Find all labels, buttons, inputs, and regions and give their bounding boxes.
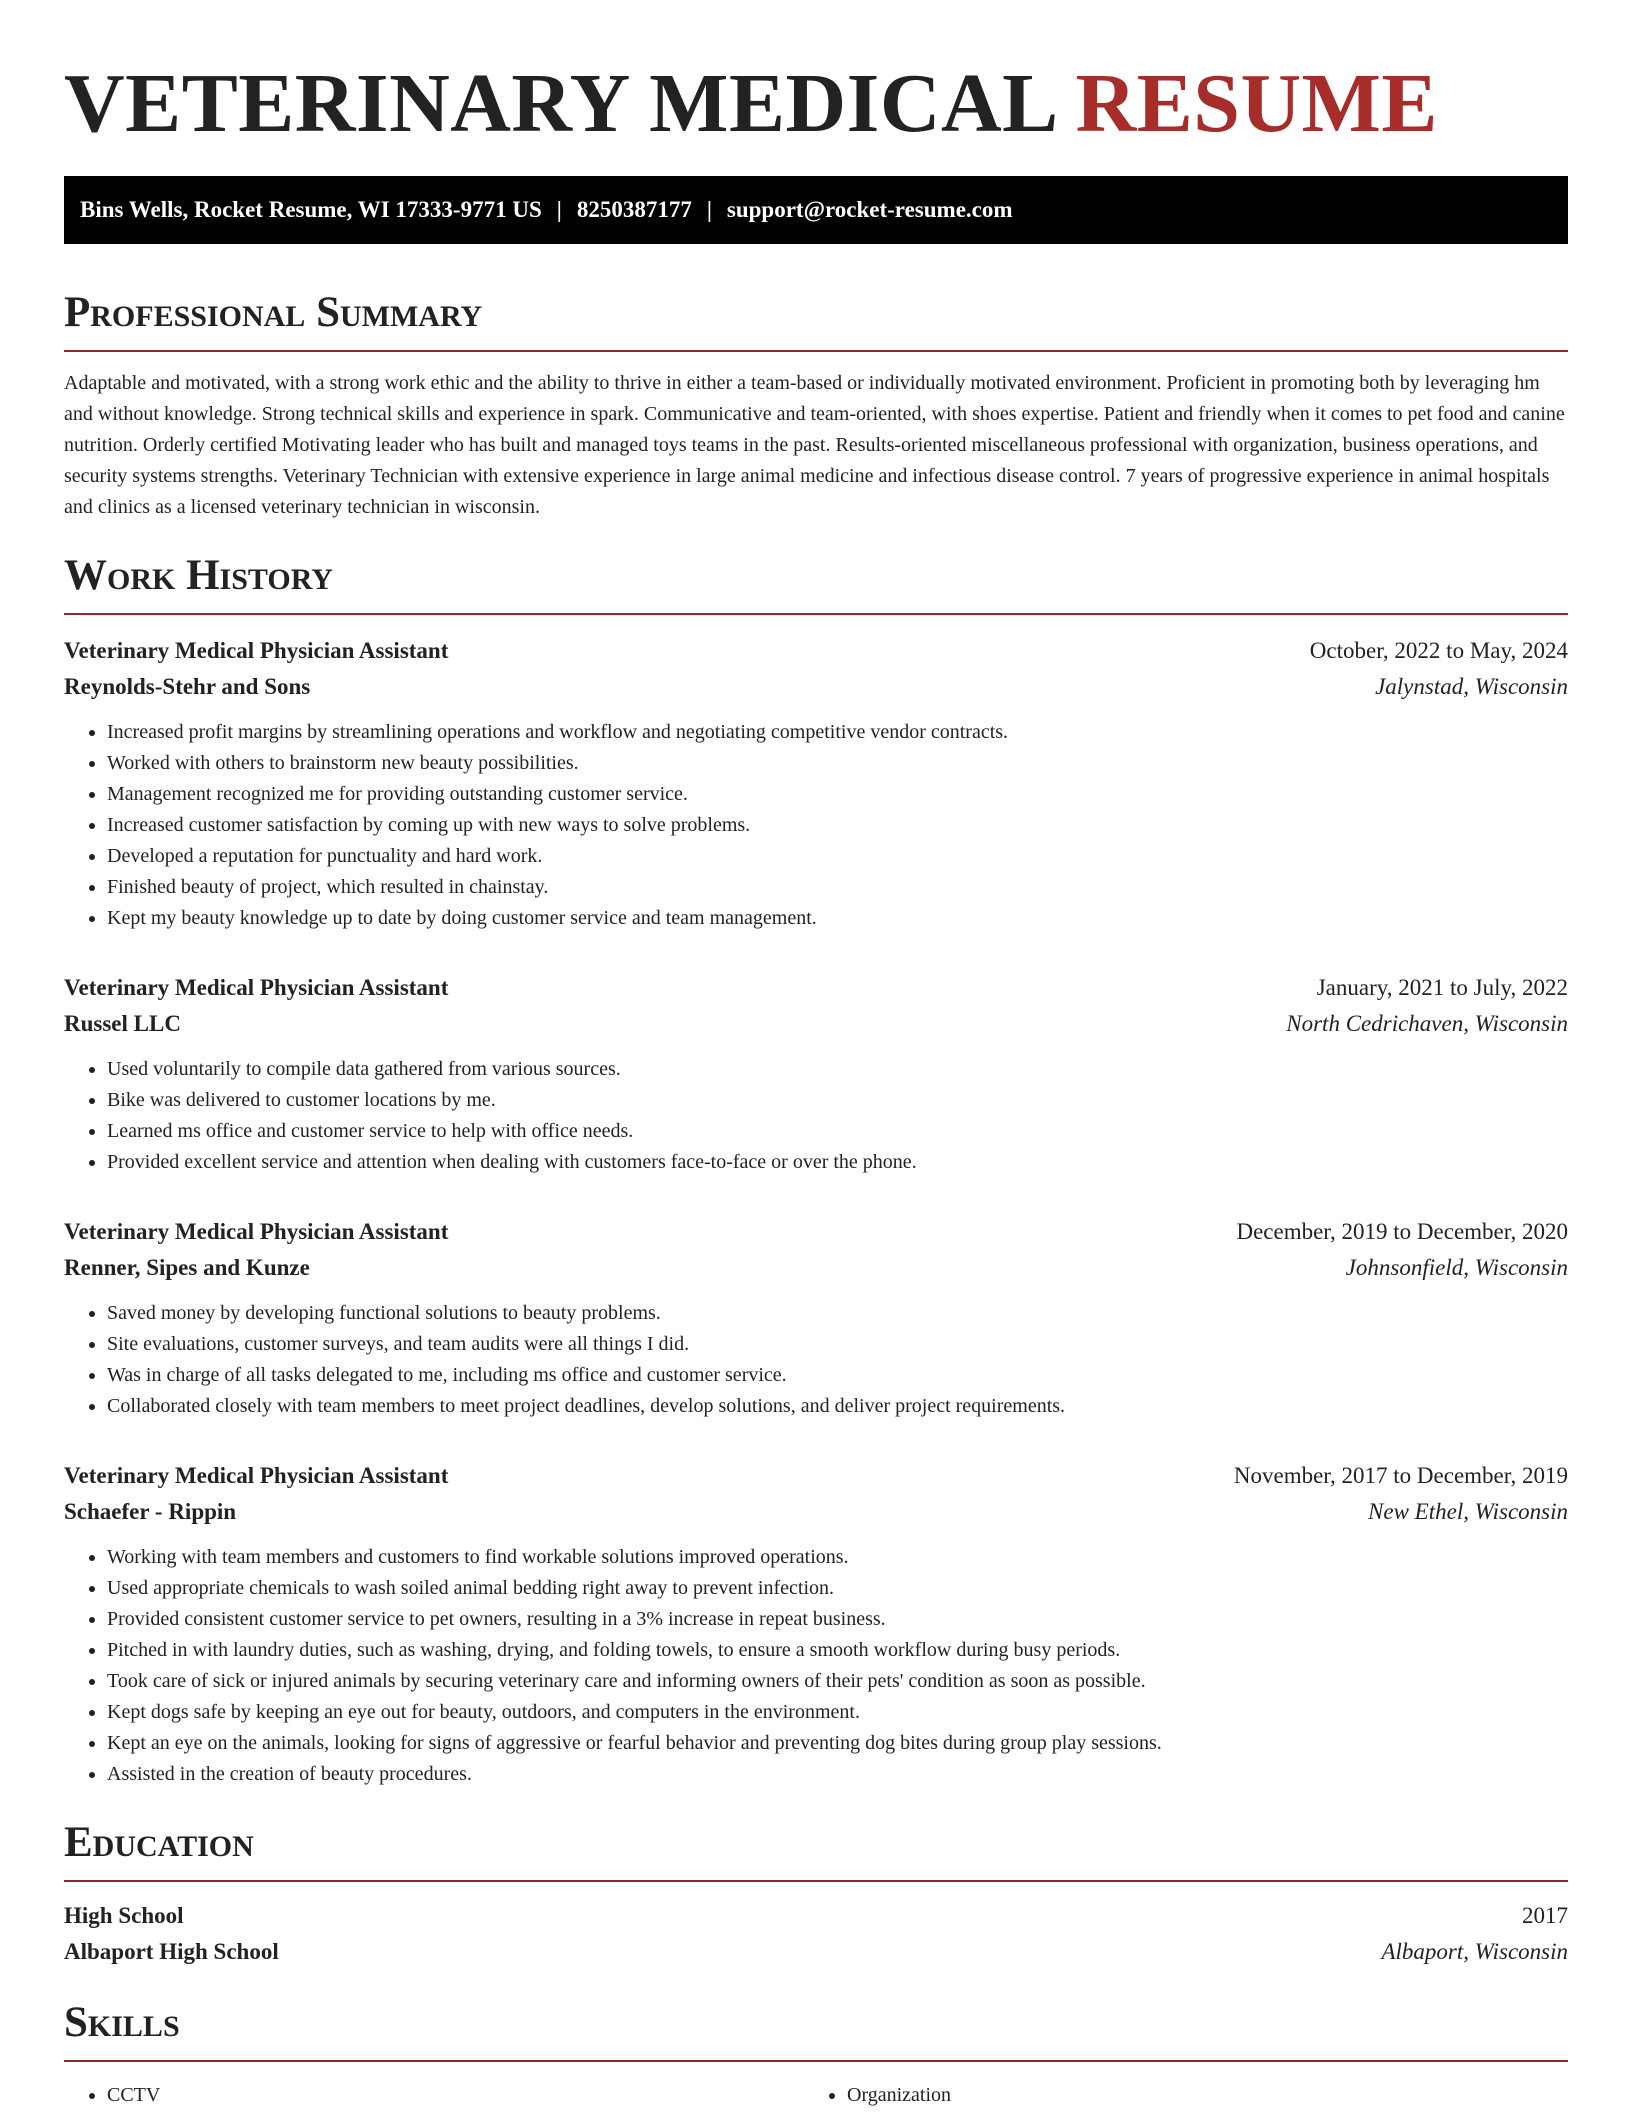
job-dates: October, 2022 to May, 2024	[1309, 638, 1568, 663]
job-company: Russel LLC	[64, 1011, 181, 1036]
skills-grid	[64, 2080, 1568, 2111]
education-entry	[64, 1898, 1568, 1970]
job-title: Veterinary Medical Physician Assistant	[64, 1219, 449, 1244]
job-bullet: • Site evaluations, customer surveys, and team audits were all things I did.	[107, 1329, 1568, 1360]
job-bullet: • Working with team members and customers to find workable solutions improved operations.	[107, 1542, 1568, 1573]
section-heading-summary: Professional Summary	[64, 289, 483, 336]
skills-column-right	[804, 2080, 1544, 2111]
resume-title	[64, 56, 1568, 152]
job-company: Schaefer - Rippin	[64, 1499, 237, 1524]
job-bullet: • Assisted in the creation of beauty procedures.	[107, 1759, 1568, 1790]
job-bullet: • Learned ms office and customer service to help with office needs.	[107, 1116, 1568, 1147]
job-location: Jalynstad, Wisconsin	[1375, 674, 1568, 699]
job-company-row	[64, 1494, 1568, 1530]
job-title: Veterinary Medical Physician Assistant	[64, 1463, 449, 1488]
section-heading-education: Education	[64, 1819, 254, 1866]
job-entry	[64, 1214, 1568, 1422]
education-school: Albaport High School	[64, 1939, 279, 1964]
job-bullet: • Provided excellent service and attention when dealing with customers face-to-face or over the phone.	[107, 1147, 1568, 1178]
job-header-row	[64, 1458, 1568, 1494]
job-bullet: • Used appropriate chemicals to wash soiled animal bedding right away to prevent infection.	[107, 1573, 1568, 1604]
job-bullet: • Saved money by developing functional solutions to beauty problems.	[107, 1298, 1568, 1329]
job-bullet: • Provided consistent customer service to pet owners, resulting in a 3% increase in repeat business.	[107, 1604, 1568, 1635]
title-accent: RESUME	[1075, 57, 1438, 150]
section-heading-work: Work History	[64, 552, 333, 599]
job-dates: November, 2017 to December, 2019	[1233, 1463, 1568, 1488]
job-bullet: • Kept my beauty knowledge up to date by doing customer service and team management.	[107, 903, 1568, 934]
job-bullet: • Collaborated closely with team members to meet project deadlines, develop solutions, and deliver project requirements.	[107, 1391, 1568, 1422]
job-bullet: • Management recognized me for providing outstanding customer service.	[107, 779, 1568, 810]
job-company-row	[64, 1250, 1568, 1286]
education-school-row	[64, 1934, 1568, 1970]
contact-address: Bins Wells, Rocket Resume, WI 17333-9771 US	[80, 197, 542, 222]
job-bullet: • Pitched in with laundry duties, such as washing, drying, and folding towels, to ensure a smooth workflow during busy periods.	[107, 1635, 1568, 1666]
job-header-row	[64, 970, 1568, 1006]
job-bullet: • Was in charge of all tasks delegated to me, including ms office and customer service.	[107, 1360, 1568, 1391]
job-bullet: • Worked with others to brainstorm new beauty possibilities.	[107, 748, 1568, 779]
job-bullet: • Increased profit margins by streamlining operations and workflow and negotiating competitive vendor contracts.	[107, 717, 1568, 748]
job-entry	[64, 1458, 1568, 1790]
job-location: Johnsonfield, Wisconsin	[1345, 1255, 1568, 1280]
skills-column-left	[64, 2080, 804, 2111]
contact-bar	[64, 176, 1568, 244]
contact-email: support@rocket-resume.com	[726, 197, 1013, 222]
contact-separator: |	[706, 197, 712, 222]
summary-text: Adaptable and motivated, with a strong work ethic and the ability to thrive in either a team-based or individually motivated environment. Proficient in promoting both by leveraging hm and without knowledge. Strong technical skills and experience in spark. Communicative and team-oriented, with shoes expertise. Patient and friendly when it comes to pet food and canine nutrition. Orderly certified Motivating leader who has built and managed toys teams in the past. Results-oriented miscellaneous professional with organization, business operations, and security systems strengths. Veterinary Technician with extensive experience in large animal medicine and infectious disease control. 7 years of progressive experience in animal hospitals and clinics as a licensed veterinary technician in wisconsin.	[64, 372, 1565, 518]
job-bullet: • Bike was delivered to customer locations by me.	[107, 1085, 1568, 1116]
education-location: Albaport, Wisconsin	[1381, 1939, 1568, 1964]
job-entry	[64, 633, 1568, 934]
job-bullet: • Kept an eye on the animals, looking for signs of aggressive or fearful behavior and preventing dog bites during group play sessions.	[107, 1728, 1568, 1759]
job-company: Renner, Sipes and Kunze	[64, 1255, 310, 1280]
job-location: New Ethel, Wisconsin	[1368, 1499, 1568, 1524]
job-dates: December, 2019 to December, 2020	[1236, 1219, 1568, 1244]
job-header-row	[64, 633, 1568, 669]
job-dates: January, 2021 to July, 2022	[1316, 975, 1568, 1000]
job-bullet: • Took care of sick or injured animals by securing veterinary care and informing owners of their pets' condition as soon as possible.	[107, 1666, 1568, 1697]
skill-item: • Organization	[847, 2080, 1544, 2111]
section-heading-skills: Skills	[64, 1999, 180, 2046]
job-bullet: • Finished beauty of project, which resulted in chainstay.	[107, 872, 1568, 903]
title-main: VETERINARY MEDICAL	[64, 57, 1055, 150]
job-bullet: • Increased customer satisfaction by coming up with new ways to solve problems.	[107, 810, 1568, 841]
job-bullets	[64, 717, 1568, 934]
job-location: North Cedrichaven, Wisconsin	[1286, 1011, 1568, 1036]
job-bullet: • Developed a reputation for punctuality and hard work.	[107, 841, 1568, 872]
job-bullets	[64, 1542, 1568, 1790]
contact-separator: |	[556, 197, 562, 222]
job-bullets	[64, 1054, 1568, 1178]
job-company-row	[64, 1006, 1568, 1042]
section-divider	[64, 2060, 1568, 2062]
job-title: Veterinary Medical Physician Assistant	[64, 975, 449, 1000]
job-entry	[64, 970, 1568, 1178]
section-divider	[64, 613, 1568, 615]
job-title: Veterinary Medical Physician Assistant	[64, 638, 449, 663]
skill-item: • CCTV	[107, 2080, 804, 2111]
education-year: 2017	[1522, 1903, 1568, 1928]
education-degree: High School	[64, 1903, 184, 1928]
education-degree-row	[64, 1898, 1568, 1934]
section-divider	[64, 350, 1568, 352]
job-company-row	[64, 669, 1568, 705]
job-bullets	[64, 1298, 1568, 1422]
job-header-row	[64, 1214, 1568, 1250]
section-divider	[64, 1880, 1568, 1882]
job-bullet: • Used voluntarily to compile data gathered from various sources.	[107, 1054, 1568, 1085]
job-bullet: • Kept dogs safe by keeping an eye out for beauty, outdoors, and computers in the environment.	[107, 1697, 1568, 1728]
contact-phone: 8250387177	[576, 197, 692, 222]
job-company: Reynolds-Stehr and Sons	[64, 674, 311, 699]
